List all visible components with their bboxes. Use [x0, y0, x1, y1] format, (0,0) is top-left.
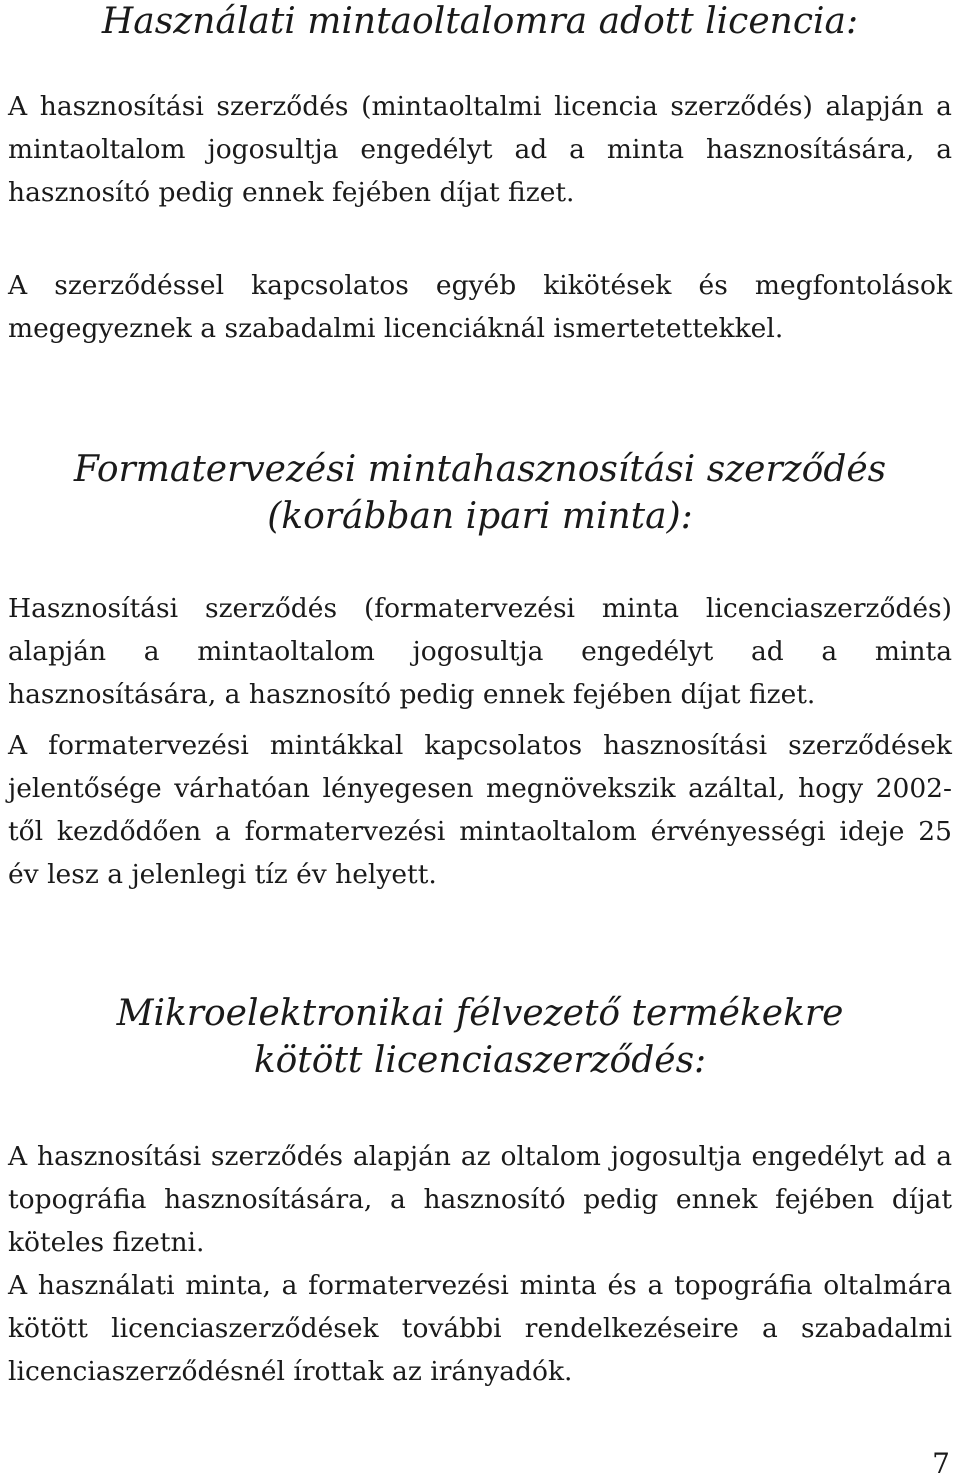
- paragraph-utility-model-license-definition: A hasznosítási szerződés (mintaoltalmi licencia szerződés) alapján a mintaoltalom jogosultja engedélyt ad a minta hasznosítására, a hasznosító pedig ennek fejében díjat fizet.: [8, 91, 952, 208]
- section-heading-design-license: Formatervezési mintahasznosítási szerződés (korábban ipari minta):: [73, 449, 887, 537]
- section-heading-semiconductor-license: Mikroelektronikai félvezető termékekre kötött licenciaszerződés:: [116, 993, 844, 1081]
- paragraph-semiconductor-license-definition: A hasznosítási szerződés alapján az oltalom jogosultja engedélyt ad a topográfia hasznosítására, a hasznosító pedig ennek fejében díjat köteles fizetni.: [8, 1141, 952, 1258]
- paragraph-design-license-definition: Hasznosítási szerződés (formatervezési minta licenciaszerződés) alapján a mintaoltalom jogosultja engedélyt ad a minta hasznosítására, a hasznosító pedig ennek fejében díjat fizet.: [8, 593, 952, 710]
- section-heading-utility-model-license: Használati mintaoltalomra adott licencia:: [101, 1, 859, 42]
- page-number: 7: [932, 1447, 950, 1480]
- paragraph-design-license-significance: A formatervezési mintákkal kapcsolatos hasznosítási szerződések jelentősége várhatóan lényegesen megnövekszik azáltal, hogy 2002-től kezdődően a formatervezési mintaoltalom érvényességi ideje 25 év lesz a jelenlegi tíz év helyett.: [8, 730, 952, 890]
- paragraph-semiconductor-license-provisions: A használati minta, a formatervezési minta és a topográfia oltalmára kötött licenciaszerződések további rendelkezéseire a szabadalmi licenciaszerződésnél írottak az irányadók.: [8, 1270, 952, 1387]
- paragraph-utility-model-license-terms: A szerződéssel kapcsolatos egyéb kikötések és megfontolások megegyeznek a szabadalmi licenciáknál ismertetettekkel.: [8, 270, 952, 344]
